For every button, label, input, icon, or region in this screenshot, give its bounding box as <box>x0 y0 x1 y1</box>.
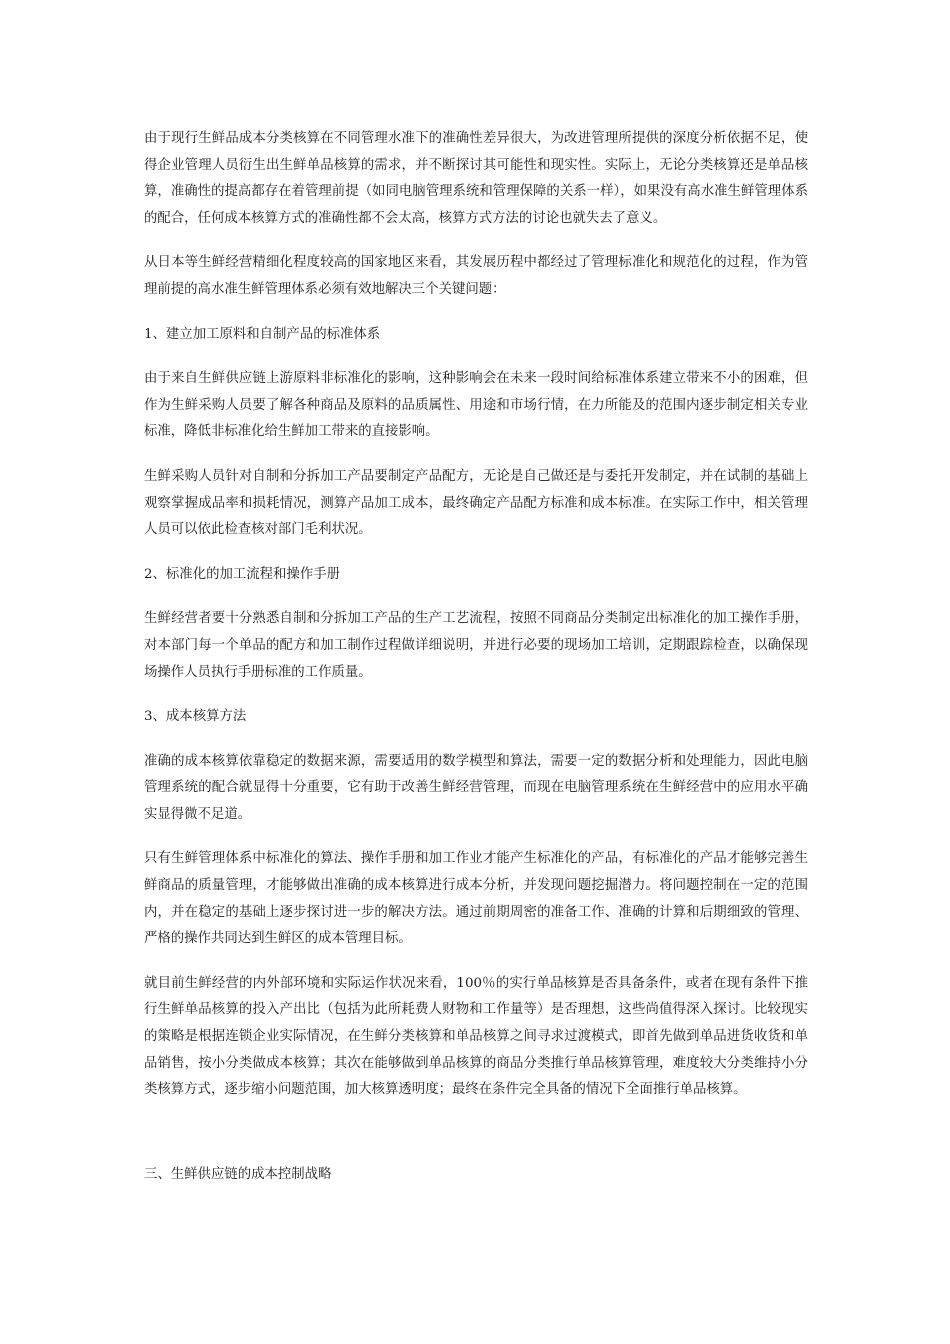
paragraph-japan-experience: 从日本等生鲜经营精细化程度较高的国家地区来看，其发展历程中都经过了管理标准化和规范化的过程，作为管理前提的高水准生鲜管理体系必须有效地解决三个关键问题： <box>144 255 808 297</box>
paragraph-data-source: 准确的成本核算依靠稳定的数据来源，需要适用的数学模型和算法，需要一定的数据分析和处理能力，因此电脑管理系统的配合就显得十分重要，它有助于改善生鲜经营管理，而现在电脑管理系统在生鲜经营中的应用水平确实显得微不足道。 <box>144 753 808 822</box>
paragraph-process-workflow: 生鲜经营者要十分熟悉自制和分拆加工产品的生产工艺流程，按照不同商品分类制定出标准化的加工操作手册，对本部门每一个单品的配方和加工制作过程做详细说明，并进行必要的现场加工培训，定期跟踪检查，以确保现场操作人员执行手册标准的工作质量。 <box>144 611 808 680</box>
heading-cost-method: 3、成本核算方法 <box>144 709 247 725</box>
paragraph-cost-accounting-intro: 由于现行生鲜品成本分类核算在不同管理水准下的准确性差异很大，为改进管理所提供的深度分析依据不足，使得企业管理人员衍生出生鲜单品核算的需求，并不断探讨其可能性和现实性。实际上，无论分类核算还是单品核算，准确性的提高都存在着管理前提（如同电脑管理系统和管理保障的关系一样），如果没有高水准生鲜管理体系的配合，任何成本核算方式的准确性都不会太高，核算方式方法的讨论也就失去了意义。 <box>144 131 808 226</box>
paragraph-upstream-standards: 由于来自生鲜供应链上游原料非标准化的影响，这种影响会在未来一段时间给标准体系建立带来不小的困难，但作为生鲜采购人员要了解各种商品及原料的品质属性、用途和市场行情，在力所能及的范围内逐步制定相关专业标准，降低非标准化给生鲜加工带来的直接影响。 <box>144 371 808 440</box>
paragraph-single-item-accounting: 就目前生鲜经营的内外部环境和实际运作状况来看，100％的实行单品核算是否具备条件，或者在现有条件下推行生鲜单品核算的投入产出比（包括为此所耗费人财物和工作量等）是否理想，这些尚值得深入探讨。比较现实的策略是根据连锁企业实际情况，在生鲜分类核算和单品核算之间寻求过渡模式，即首先做到单品进货收货和单品销售，按小分类做成本核算；其次在能够做到单品核算的商品分类推行单品核算管理，难度较大分类维持小分类核算方式，逐步缩小问题范围，加大核算透明度；最终在条件完全具备的情况下全面推行单品核算。 <box>144 975 808 1098</box>
section-title: 三、生鲜供应链的成本控制战略 <box>144 1166 332 1182</box>
heading-standard-system: 1、建立加工原料和自制产品的标准体系 <box>144 326 381 342</box>
heading-process-manual: 2、标准化的加工流程和操作手册 <box>144 566 340 582</box>
document-body <box>144 126 808 1188</box>
paragraph-standardization: 只有生鲜管理体系中标准化的算法、操作手册和加工作业才能产生标准化的产品，有标准化的产品才能够完善生鲜商品的质量管理，才能够做出准确的成本核算进行成本分析，并发现问题挖掘潜力。将问题控制在一定的范围内，并在稳定的基础上逐步探讨进一步的解决方法。通过前期周密的准备工作、准确的计算和后期细致的管理、严格的操作共同达到生鲜区的成本管理目标。 <box>144 851 808 947</box>
section-spacer <box>144 1122 808 1162</box>
paragraph-product-formula: 生鲜采购人员针对自制和分拆加工产品要制定产品配方，无论是自己做还是与委托开发制定，并在试制的基础上观察掌握成品率和损耗情况，测算产品加工成本，最终确定产品配方标准和成本标准。在实际工作中，相关管理人员可以依此检查核对部门毛利状况。 <box>144 468 808 538</box>
